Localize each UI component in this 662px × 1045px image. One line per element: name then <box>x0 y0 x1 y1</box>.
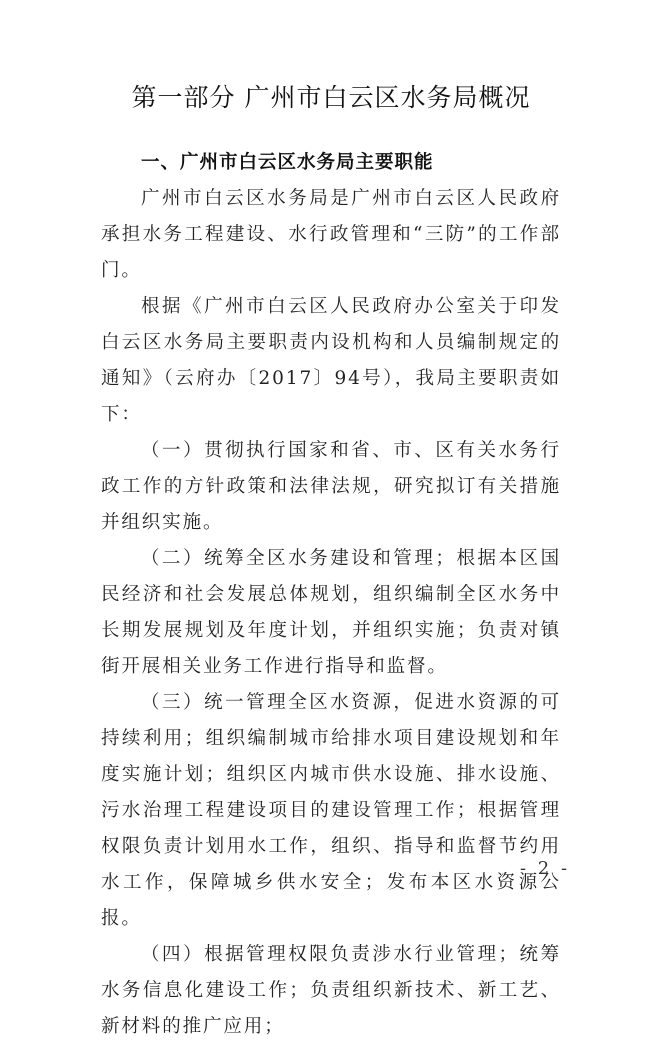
section-heading: 一、广州市白云区水务局主要职能 <box>141 152 434 173</box>
paragraph-intro: 广州市白云区水务局是广州市白云区人民政府承担水务工程建设、水行政管理和“三防”的工作部门。 <box>101 188 561 281</box>
document-body <box>101 145 561 1045</box>
paragraph-duty-4: （四）根据管理权限负责涉水行业管理；统筹水务信息化建设工作；负责组织新技术、新工艺、新材料的推广应用； <box>101 944 561 1037</box>
paragraph-duty-2: （二）统筹全区水务建设和管理；根据本区国民经济和社会发展总体规划，组织编制全区水务中长期发展规划及年度计划，并组织实施；负责对镇街开展相关业务工作进行指导和监督。 <box>101 548 561 677</box>
page-title: 第一部分 广州市白云区水务局概况 <box>131 83 531 112</box>
paragraph-duty-1: （一）贯彻执行国家和省、市、区有关水务行政工作的方针政策和法律法规，研究拟订有关措施并组织实施。 <box>101 440 561 533</box>
page-number: - 2 - <box>520 858 571 879</box>
paragraph-duty-3: （三）统一管理全区水资源，促进水资源的可持续利用；组织编制城市给排水项目建设规划和年度实施计划；组织区内城市供水设施、排水设施、污水治理工程建设项目的建设管理工作；根据管理权限负责计划用水工作，组织、指导和监督节约用水工作，保障城乡供水安全；发布本区水资源公报。 <box>101 692 561 929</box>
paragraph-basis: 根据《广州市白云区人民政府办公室关于印发白云区水务局主要职责内设机构和人员编制规定的通知》（云府办〔2017〕94号），我局主要职责如下： <box>101 296 561 425</box>
